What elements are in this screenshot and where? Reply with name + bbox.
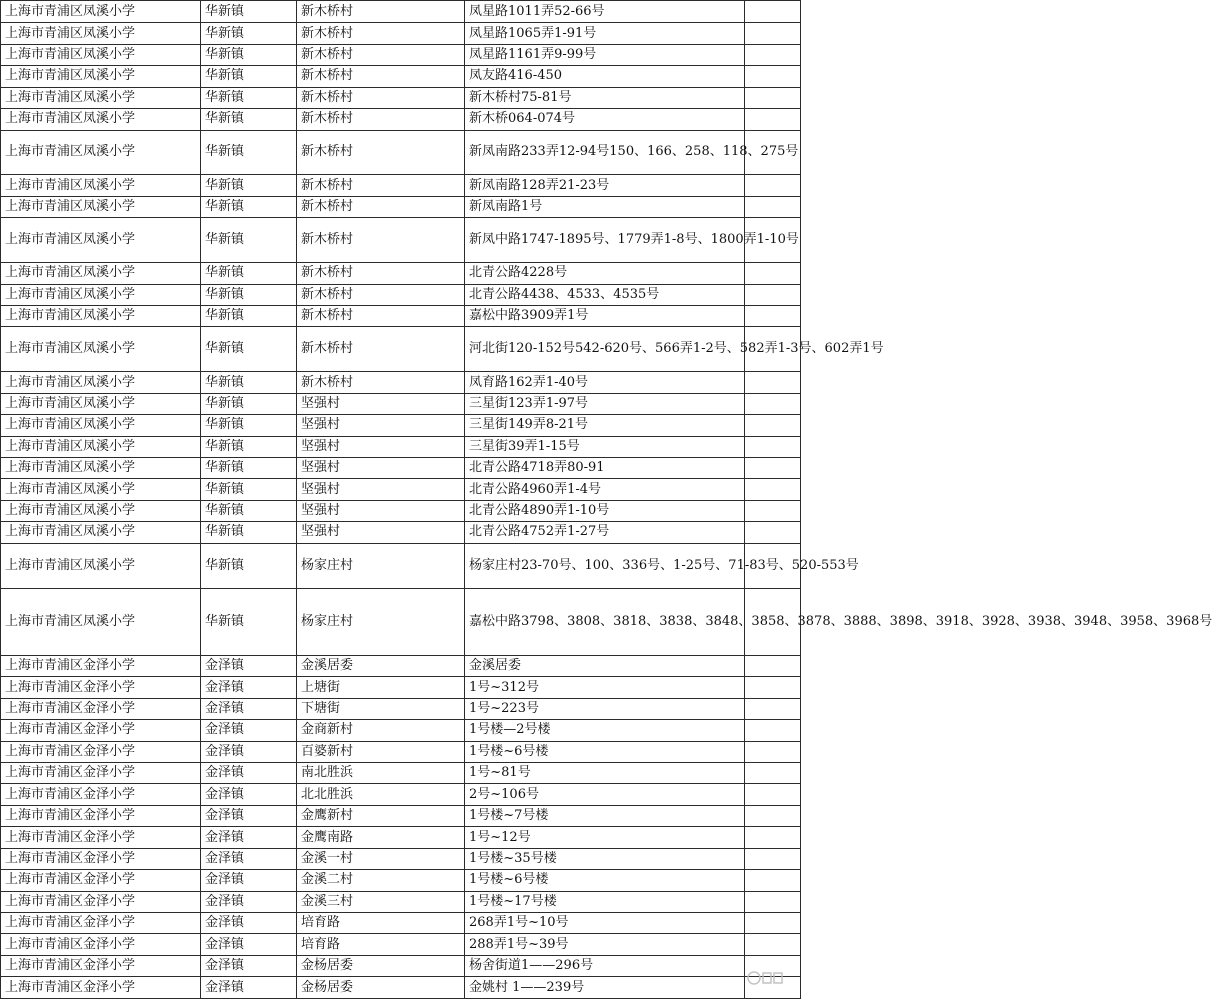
village-cell: 金杨居委	[297, 955, 465, 976]
village-cell: 坚强村	[297, 415, 465, 436]
school-cell: 上海市青浦区金泽小学	[1, 848, 201, 869]
note-cell	[745, 677, 801, 698]
town-cell: 华新镇	[201, 87, 297, 108]
table-row	[1, 870, 801, 891]
school-cell: 上海市青浦区金泽小学	[1, 805, 201, 826]
school-cell: 上海市青浦区金泽小学	[1, 891, 201, 912]
address-cell: 1号~312号	[465, 677, 745, 698]
village-cell: 新木桥村	[297, 130, 465, 175]
village-cell: 金鹰新村	[297, 805, 465, 826]
village-cell: 金溪三村	[297, 891, 465, 912]
address-cell: 1号楼~35号楼	[465, 848, 745, 869]
town-cell: 华新镇	[201, 218, 297, 263]
table-row	[1, 87, 801, 108]
note-cell	[745, 1, 801, 23]
school-cell: 上海市青浦区凤溪小学	[1, 306, 201, 327]
note-cell	[745, 913, 801, 934]
town-cell: 华新镇	[201, 1, 297, 23]
school-cell: 上海市青浦区凤溪小学	[1, 175, 201, 196]
table-row	[1, 306, 801, 327]
town-cell: 华新镇	[201, 175, 297, 196]
town-cell: 金泽镇	[201, 677, 297, 698]
address-cell: 新木桥064-074号	[465, 109, 745, 130]
note-cell	[745, 415, 801, 436]
town-cell: 华新镇	[201, 327, 297, 372]
school-cell: 上海市青浦区凤溪小学	[1, 218, 201, 263]
address-cell: 金姚村 1——239号	[465, 977, 745, 999]
village-cell: 杨家庄村	[297, 543, 465, 588]
school-cell: 上海市青浦区金泽小学	[1, 870, 201, 891]
address-cell: 新木桥村75-81号	[465, 87, 745, 108]
address-cell: 268弄1号~10号	[465, 913, 745, 934]
table-row	[1, 175, 801, 196]
village-cell: 培育路	[297, 913, 465, 934]
address-cell: 北青公路4960弄1-4号	[465, 479, 745, 500]
address-cell: 2号~106号	[465, 784, 745, 805]
address-cell: 1号楼~6号楼	[465, 741, 745, 762]
town-cell: 华新镇	[201, 522, 297, 543]
village-cell: 金溪居委	[297, 655, 465, 676]
town-cell: 金泽镇	[201, 934, 297, 955]
school-cell: 上海市青浦区金泽小学	[1, 934, 201, 955]
village-cell: 新木桥村	[297, 87, 465, 108]
table-row	[1, 284, 801, 305]
town-cell: 金泽镇	[201, 805, 297, 826]
town-cell: 金泽镇	[201, 655, 297, 676]
table-row	[1, 655, 801, 676]
address-cell: 新凤中路1747-1895号、1779弄1-8号、1800弄1-10号	[465, 218, 745, 263]
school-cell: 上海市青浦区金泽小学	[1, 741, 201, 762]
village-cell: 新木桥村	[297, 263, 465, 284]
village-cell: 坚强村	[297, 522, 465, 543]
school-cell: 上海市青浦区凤溪小学	[1, 1, 201, 23]
village-cell: 坚强村	[297, 458, 465, 479]
school-cell: 上海市青浦区金泽小学	[1, 977, 201, 999]
town-cell: 华新镇	[201, 479, 297, 500]
watermark-logo-icon	[746, 967, 784, 989]
table-row	[1, 827, 801, 848]
village-cell: 新木桥村	[297, 372, 465, 393]
note-cell	[745, 436, 801, 457]
school-cell: 上海市青浦区金泽小学	[1, 720, 201, 741]
school-cell: 上海市青浦区金泽小学	[1, 827, 201, 848]
table-row	[1, 393, 801, 414]
note-cell	[745, 741, 801, 762]
village-cell: 新木桥村	[297, 23, 465, 44]
school-cell: 上海市青浦区凤溪小学	[1, 415, 201, 436]
address-cell: 新凤南路1号	[465, 196, 745, 217]
town-cell: 华新镇	[201, 500, 297, 521]
address-cell: 1号楼—2号楼	[465, 720, 745, 741]
town-cell: 华新镇	[201, 415, 297, 436]
table-row	[1, 479, 801, 500]
table-row	[1, 741, 801, 762]
school-cell: 上海市青浦区凤溪小学	[1, 196, 201, 217]
town-cell: 华新镇	[201, 44, 297, 65]
address-cell: 新凤南路233弄12-94号150、166、258、118、275号	[465, 130, 745, 175]
note-cell	[745, 479, 801, 500]
table-row	[1, 677, 801, 698]
school-cell: 上海市青浦区金泽小学	[1, 763, 201, 784]
school-cell: 上海市青浦区凤溪小学	[1, 500, 201, 521]
address-cell: 1号~81号	[465, 763, 745, 784]
table-row	[1, 436, 801, 457]
village-cell: 杨家庄村	[297, 588, 465, 655]
note-cell	[745, 848, 801, 869]
address-cell: 三星街149弄8-21号	[465, 415, 745, 436]
town-cell: 华新镇	[201, 588, 297, 655]
table-row	[1, 263, 801, 284]
town-cell: 金泽镇	[201, 827, 297, 848]
table-row	[1, 955, 801, 976]
town-cell: 华新镇	[201, 306, 297, 327]
town-cell: 金泽镇	[201, 977, 297, 999]
school-cell: 上海市青浦区凤溪小学	[1, 522, 201, 543]
note-cell	[745, 196, 801, 217]
table-row	[1, 130, 801, 175]
town-cell: 金泽镇	[201, 741, 297, 762]
town-cell: 华新镇	[201, 458, 297, 479]
table-row	[1, 415, 801, 436]
note-cell	[745, 458, 801, 479]
table-row	[1, 327, 801, 372]
table-row	[1, 805, 801, 826]
note-cell	[745, 870, 801, 891]
note-cell	[745, 44, 801, 65]
village-cell: 新木桥村	[297, 44, 465, 65]
village-cell: 新木桥村	[297, 109, 465, 130]
town-cell: 华新镇	[201, 372, 297, 393]
address-cell: 北青公路4718弄80-91	[465, 458, 745, 479]
table-row	[1, 196, 801, 217]
school-cell: 上海市青浦区凤溪小学	[1, 436, 201, 457]
school-cell: 上海市青浦区凤溪小学	[1, 393, 201, 414]
note-cell	[745, 393, 801, 414]
table-row	[1, 372, 801, 393]
school-cell: 上海市青浦区金泽小学	[1, 955, 201, 976]
table-row	[1, 588, 801, 655]
village-cell: 百婆新村	[297, 741, 465, 762]
address-cell: 北青公路4228号	[465, 263, 745, 284]
village-cell: 新木桥村	[297, 175, 465, 196]
school-cell: 上海市青浦区凤溪小学	[1, 263, 201, 284]
address-cell: 288弄1号~39号	[465, 934, 745, 955]
note-cell	[745, 934, 801, 955]
address-cell: 凤星路1161弄9-99号	[465, 44, 745, 65]
table-row	[1, 218, 801, 263]
village-cell: 新木桥村	[297, 196, 465, 217]
note-cell	[745, 698, 801, 719]
village-cell: 金杨居委	[297, 977, 465, 999]
school-cell: 上海市青浦区金泽小学	[1, 784, 201, 805]
town-cell: 华新镇	[201, 66, 297, 87]
village-cell: 南北胜浜	[297, 763, 465, 784]
table-row	[1, 500, 801, 521]
note-cell	[745, 805, 801, 826]
village-cell: 新木桥村	[297, 327, 465, 372]
village-cell: 金溪一村	[297, 848, 465, 869]
village-cell: 下塘街	[297, 698, 465, 719]
address-cell: 金溪居委	[465, 655, 745, 676]
table-row	[1, 763, 801, 784]
note-cell	[745, 372, 801, 393]
note-cell	[745, 306, 801, 327]
table-row	[1, 934, 801, 955]
note-cell	[745, 763, 801, 784]
address-cell: 1号楼~17号楼	[465, 891, 745, 912]
address-cell: 北青公路4890弄1-10号	[465, 500, 745, 521]
address-cell: 嘉松中路3798、3808、3818、3838、3848、3858、3878、3888、3898、3918、3928、3938、3948、3958、3968号	[465, 588, 745, 655]
school-cell: 上海市青浦区凤溪小学	[1, 109, 201, 130]
school-cell: 上海市青浦区凤溪小学	[1, 23, 201, 44]
town-cell: 金泽镇	[201, 913, 297, 934]
village-cell: 上塘街	[297, 677, 465, 698]
address-cell: 嘉松中路3909弄1号	[465, 306, 745, 327]
table-row	[1, 977, 801, 999]
school-cell: 上海市青浦区凤溪小学	[1, 588, 201, 655]
address-cell: 杨家庄村23-70号、100、336号、1-25号、71-83号、520-553号	[465, 543, 745, 588]
village-cell: 坚强村	[297, 479, 465, 500]
table-row	[1, 698, 801, 719]
note-cell	[745, 655, 801, 676]
note-cell	[745, 891, 801, 912]
village-cell: 坚强村	[297, 500, 465, 521]
school-cell: 上海市青浦区凤溪小学	[1, 130, 201, 175]
address-cell: 三星街39弄1-15号	[465, 436, 745, 457]
table-row	[1, 66, 801, 87]
address-cell: 北青公路4752弄1-27号	[465, 522, 745, 543]
town-cell: 华新镇	[201, 263, 297, 284]
school-cell: 上海市青浦区金泽小学	[1, 677, 201, 698]
address-cell: 凤星路1065弄1-91号	[465, 23, 745, 44]
note-cell	[745, 263, 801, 284]
village-cell: 金鹰南路	[297, 827, 465, 848]
town-cell: 华新镇	[201, 130, 297, 175]
school-cell: 上海市青浦区凤溪小学	[1, 66, 201, 87]
address-cell: 河北街120-152号542-620号、566弄1-2号、582弄1-3号、602弄1号	[465, 327, 745, 372]
school-cell: 上海市青浦区凤溪小学	[1, 479, 201, 500]
village-cell: 北北胜浜	[297, 784, 465, 805]
school-cell: 上海市青浦区凤溪小学	[1, 543, 201, 588]
school-cell: 上海市青浦区凤溪小学	[1, 327, 201, 372]
note-cell	[745, 720, 801, 741]
note-cell	[745, 175, 801, 196]
note-cell	[745, 284, 801, 305]
address-cell: 1号楼~7号楼	[465, 805, 745, 826]
table-row	[1, 543, 801, 588]
town-cell: 金泽镇	[201, 848, 297, 869]
school-cell: 上海市青浦区凤溪小学	[1, 44, 201, 65]
address-cell: 凤育路162弄1-40号	[465, 372, 745, 393]
village-cell: 新木桥村	[297, 1, 465, 23]
town-cell: 金泽镇	[201, 870, 297, 891]
table-row	[1, 522, 801, 543]
address-cell: 凤星路1011弄52-66号	[465, 1, 745, 23]
address-cell: 1号楼~6号楼	[465, 870, 745, 891]
table-row	[1, 720, 801, 741]
address-cell: 1号~223号	[465, 698, 745, 719]
town-cell: 华新镇	[201, 284, 297, 305]
town-cell: 金泽镇	[201, 763, 297, 784]
school-cell: 上海市青浦区金泽小学	[1, 655, 201, 676]
village-cell: 新木桥村	[297, 218, 465, 263]
town-cell: 金泽镇	[201, 784, 297, 805]
note-cell	[745, 784, 801, 805]
town-cell: 华新镇	[201, 196, 297, 217]
address-cell: 三星街123弄1-97号	[465, 393, 745, 414]
village-cell: 坚强村	[297, 436, 465, 457]
town-cell: 华新镇	[201, 109, 297, 130]
address-cell: 杨舍街道1——296号	[465, 955, 745, 976]
table-row	[1, 23, 801, 44]
note-cell	[745, 522, 801, 543]
town-cell: 金泽镇	[201, 720, 297, 741]
table-row	[1, 458, 801, 479]
table-row	[1, 848, 801, 869]
table-row	[1, 891, 801, 912]
note-cell	[745, 827, 801, 848]
town-cell: 金泽镇	[201, 955, 297, 976]
school-cell: 上海市青浦区凤溪小学	[1, 372, 201, 393]
note-cell	[745, 23, 801, 44]
school-cell: 上海市青浦区凤溪小学	[1, 284, 201, 305]
note-cell	[745, 66, 801, 87]
village-cell: 新木桥村	[297, 66, 465, 87]
address-cell: 北青公路4438、4533、4535号	[465, 284, 745, 305]
village-cell: 金溪二村	[297, 870, 465, 891]
table-row	[1, 784, 801, 805]
school-cell: 上海市青浦区金泽小学	[1, 913, 201, 934]
table-row	[1, 1, 801, 23]
village-cell: 新木桥村	[297, 306, 465, 327]
village-cell: 金商新村	[297, 720, 465, 741]
town-cell: 华新镇	[201, 436, 297, 457]
village-cell: 培育路	[297, 934, 465, 955]
town-cell: 华新镇	[201, 543, 297, 588]
school-cell: 上海市青浦区金泽小学	[1, 698, 201, 719]
town-cell: 华新镇	[201, 393, 297, 414]
town-cell: 金泽镇	[201, 698, 297, 719]
village-cell: 新木桥村	[297, 284, 465, 305]
address-cell: 新凤南路128弄21-23号	[465, 175, 745, 196]
table-row	[1, 109, 801, 130]
address-cell: 1号~12号	[465, 827, 745, 848]
school-cell: 上海市青浦区凤溪小学	[1, 458, 201, 479]
table-row	[1, 913, 801, 934]
town-cell: 华新镇	[201, 23, 297, 44]
note-cell	[745, 87, 801, 108]
school-cell: 上海市青浦区凤溪小学	[1, 87, 201, 108]
note-cell	[745, 109, 801, 130]
note-cell	[745, 500, 801, 521]
village-cell: 坚强村	[297, 393, 465, 414]
table-row	[1, 44, 801, 65]
town-cell: 金泽镇	[201, 891, 297, 912]
address-cell: 凤友路416-450	[465, 66, 745, 87]
table-body	[1, 1, 1212, 999]
